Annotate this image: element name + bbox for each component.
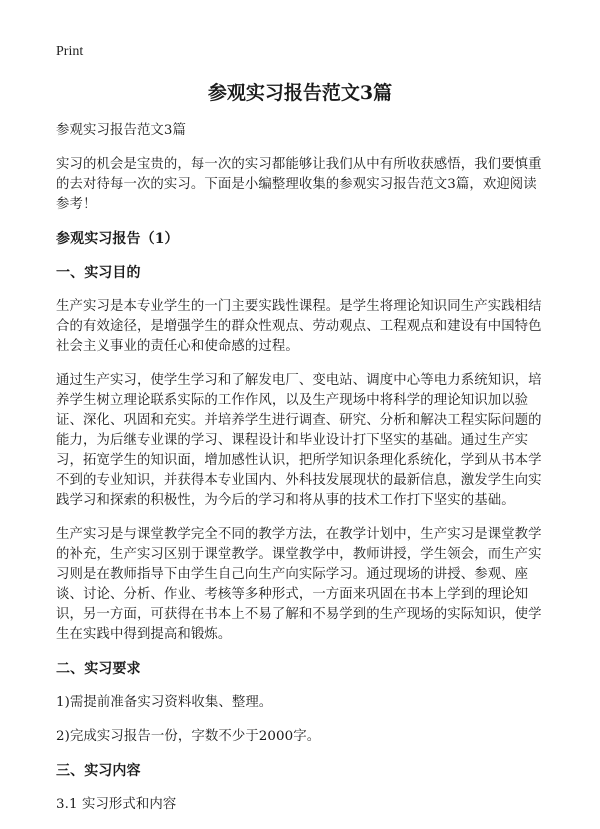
body-paragraph: 生产实习是本专业学生的一门主要实践性课程。是学生将理论知识同生产实践相结合的有效途径，是增强学生的群众性观点、劳动观点、工程观点和建设有中国特色社会主义事业的责任心和使命感的过程。	[56, 299, 542, 354]
document-body	[56, 121, 548, 829]
intro-paragraph: 实习的机会是宝贵的，每一次的实习都能够让我们从中有所收获感悟，我们要慎重的去对待每一次的实习。下面是小编整理收集的参观实习报告范文3篇，欢迎阅读参考！	[56, 157, 542, 212]
print-link[interactable]: Print	[56, 44, 84, 59]
section-heading-requirements: 二、实习要求	[56, 661, 141, 677]
subsection-heading: 3.1 实习形式和内容	[56, 797, 177, 812]
body-paragraph: 通过生产实习，使学生学习和了解发电厂、变电站、调度中心等电力系统知识，培养学生树立理论联系实际的工作作风，以及生产现场中将科学的理论知识加以验证、深化、巩固和充实。并培养学生进行调查、研究、分析和解决工程实际问题的能力，为后继专业课的学习、课程设计和毕业设计打下坚实的基础。通过生产实习，拓宽学生的知识面，增加感性认识，把所学知识条理化系统化，学到从书本学不到的专业知识，并获得本专业国内、外科技发展现状的最新信息，激发学生向实践学习和探索的积极性，为今后的学习和将从事的技术工作打下坚实的基础。	[56, 373, 542, 508]
report-heading: 参观实习报告（1）	[56, 231, 179, 247]
document-subtitle: 参观实习报告范文3篇	[56, 123, 187, 138]
document-title: 参观实习报告范文3篇	[207, 82, 393, 104]
list-item: 1)需提前准备实习资料收集、整理。	[56, 695, 273, 710]
section-heading-purpose: 一、实习目的	[56, 265, 141, 281]
section-heading-content: 三、实习内容	[56, 763, 141, 779]
list-item: 2)完成实习报告一份，字数不少于2000字。	[56, 729, 321, 744]
body-paragraph: 生产实习是与课堂教学完全不同的教学方法，在教学计划中，生产实习是课堂教学的补充，生产实习区别于课堂教学。课堂教学中，教师讲授，学生领会，而生产实习则是在教师指导下由学生自己向生产向实际学习。通过现场的讲授、参观、座谈、讨论、分析、作业、考核等多种形式，一方面来巩固在书本上学到的理论知识，另一方面，可获得在书本上不易了解和不易学到的生产现场的实际知识，使学生在实践中得到提高和锻炼。	[56, 527, 542, 642]
